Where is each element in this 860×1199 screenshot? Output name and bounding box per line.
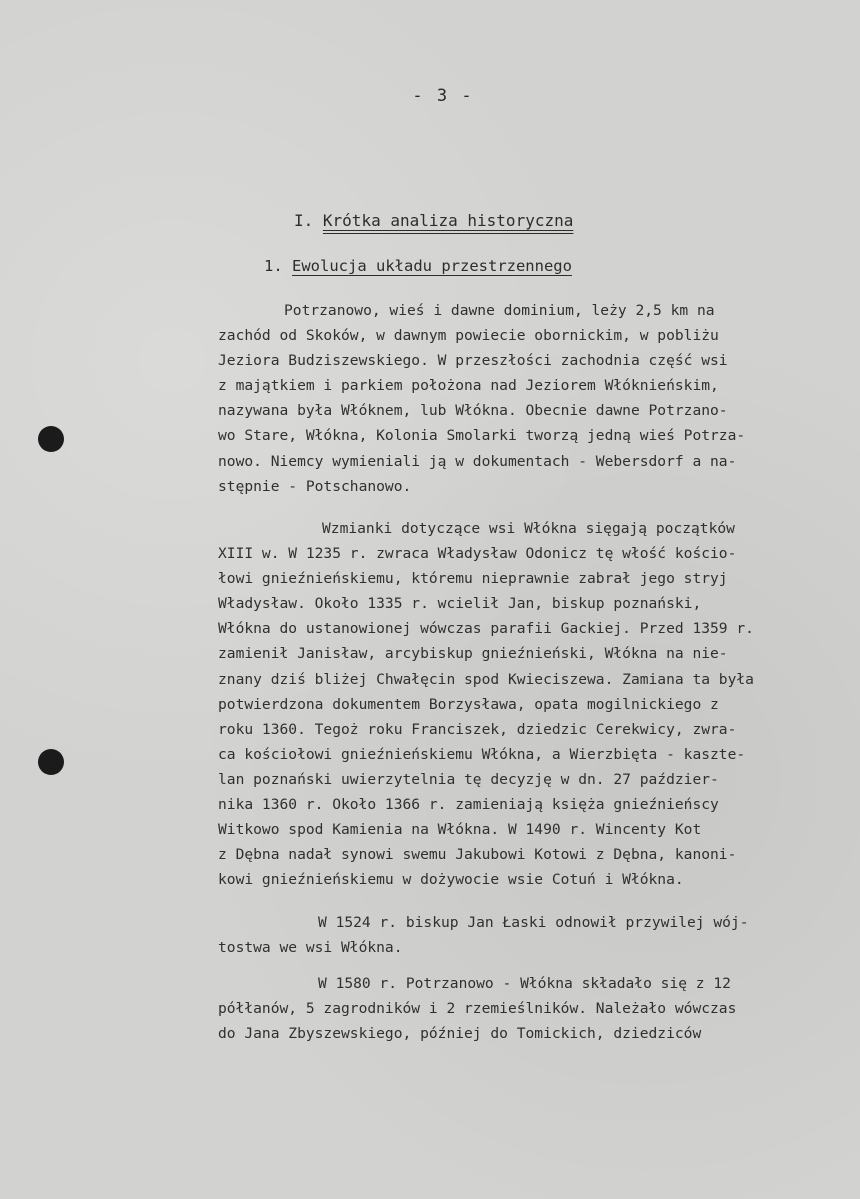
text-line: do Jana Zbyszewskiego, później do Tomickich, dziedziców (218, 1025, 702, 1043)
text-line: kowi gnieźnieńskiemu w dożywocie wsie Cotuń i Włókna. (218, 871, 684, 889)
subsection-title (264, 257, 764, 275)
section-title-text: Krótka analiza historyczna (322, 211, 574, 230)
page-number: - 3 - (412, 86, 474, 106)
text-line: łowi gnieźnieńskiemu, któremu nieprawnie zabrał jego stryj (218, 570, 728, 588)
text-line: ca kościołowi gnieźnieńskiemu Włókna, a Wierzbięta - kaszte- (218, 745, 746, 763)
text-line: Jeziora Budziszewskiego. W przeszłości zachodnia część wsi (218, 352, 728, 370)
text-line: tostwa we wsi Włókna. (218, 939, 403, 957)
text-line: XIII w. W 1235 r. zwraca Władysław Odonicz tę włość kościo- (218, 545, 737, 563)
text-line: roku 1360. Tegoż roku Franciszek, dziedzic Cerekwicy, zwra- (218, 720, 737, 738)
text-line: lan poznański uwierzytelnia tę decyzję w dn. 27 paździer- (218, 770, 719, 788)
subsection-title-text: Ewolucja układu przestrzennego (292, 257, 572, 275)
punch-hole (38, 749, 64, 775)
text-line: Władysław. Około 1335 r. wcielił Jan, biskup poznański, (218, 595, 702, 613)
subsection-number: 1. (264, 257, 283, 275)
text-line: zamienił Janisław, arcybiskup gnieźnieński, Włókna na nie- (218, 645, 728, 663)
text-line: wo Stare, Włókna, Kolonia Smolarki tworzą jedną wieś Potrza- (218, 427, 746, 445)
text-line: zachód od Skoków, w dawnym powiecie obornickim, w pobliżu (218, 327, 719, 345)
text-line: nowo. Niemcy wymieniali ją w dokumentach - Webersdorf a na- (218, 452, 737, 470)
text-line: W 1524 r. biskup Jan Łaski odnowił przywilej wój- (318, 914, 749, 931)
section-number: I. (294, 211, 314, 230)
text-line: Włókna do ustanowionej wówczas parafii Gackiej. Przed 1359 r. (218, 620, 754, 638)
text-line: Witkowo spod Kamienia na Włókna. W 1490 r. Wincenty Kot (218, 821, 702, 839)
paragraph-3 (218, 910, 858, 960)
text-line: stępnie - Potschanowo. (218, 477, 412, 495)
paragraph-2 (218, 516, 858, 892)
text-line: potwierdzona dokumentem Borzysława, opata mogilnickiego z (218, 695, 719, 713)
text-line: znany dziś bliżej Chwałęcin spod Kwieciszewa. Zamiana ta była (218, 670, 754, 688)
punch-hole (38, 426, 64, 452)
paragraph-1 (218, 298, 858, 499)
text-line: W 1580 r. Potrzanowo - Włókna składało się z 12 (318, 975, 731, 992)
section-title (294, 211, 694, 230)
text-line: nika 1360 r. Około 1366 r. zamieniają księża gnieźnieńscy (218, 796, 719, 814)
text-line: Potrzanowo, wieś i dawne dominium, leży 2,5 km na (284, 302, 715, 319)
text-line: z majątkiem i parkiem położona nad Jeziorem Włókniеńskim, (218, 377, 719, 395)
text-line: Wzmianki dotyczące wsi Włókna sięgają początków (322, 520, 735, 537)
text-line: półłanów, 5 zagrodników i 2 rzemieślników. Należało wówczas (218, 1000, 737, 1018)
text-line: z Dębna nadał synowi swemu Jakubowi Kotowi z Dębna, kanoni- (218, 846, 737, 864)
paragraph-4 (218, 971, 858, 1046)
text-line: nazywana była Włóknem, lub Włókna. Obecnie dawne Potrzano- (218, 402, 728, 420)
